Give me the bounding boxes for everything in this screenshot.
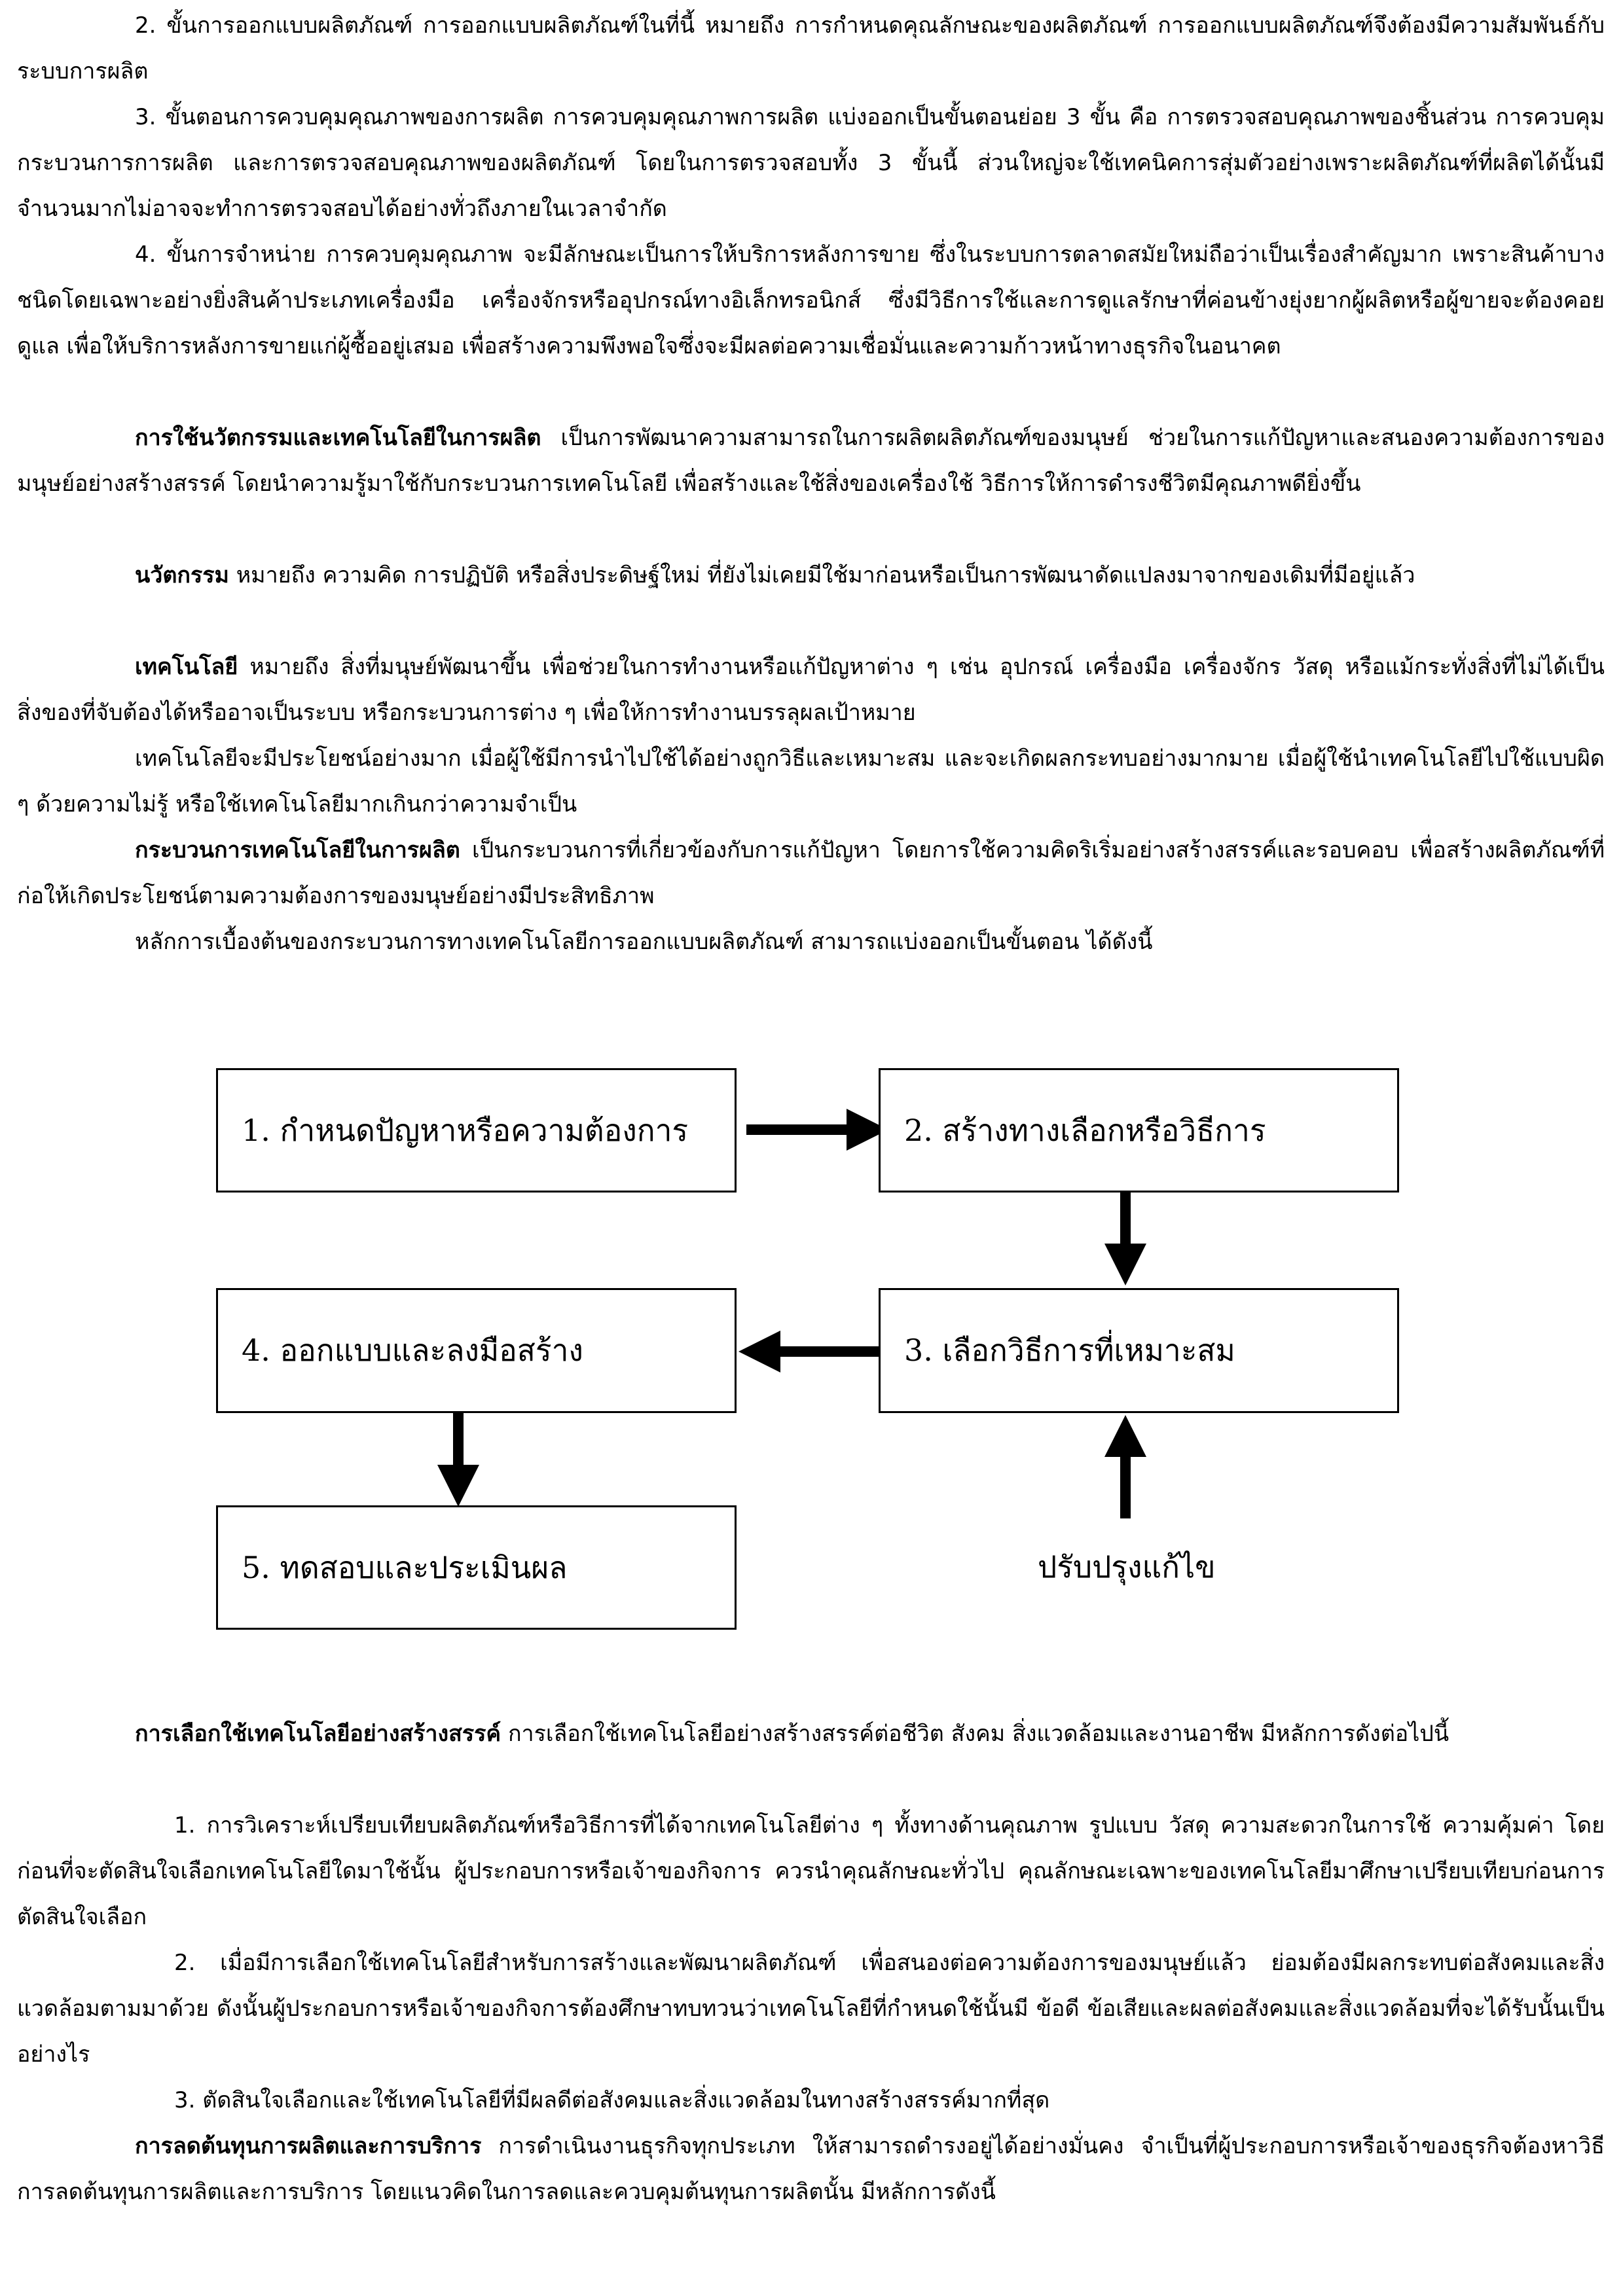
paragraph-text: 2. ขั้นการออกแบบผลิตภัณฑ์ การออกแบบผลิตภัณฑ์ในที่นี้ หมายถึง การกำหนดคุณลักษณะของผลิตภัณฑ์ การออกแบบผลิตภัณฑ์จึงต้องมีความสัมพันธ์กับระบบการผลิต — [17, 12, 1605, 84]
paragraph-selection-item-1 — [17, 1803, 1605, 1940]
step-2-label: 2. สร้างทางเลือกหรือวิธีการ — [904, 1112, 1266, 1148]
paragraph-cost-reduction — [17, 2123, 1605, 2215]
paragraph-selection-item-2 — [17, 1940, 1605, 2077]
step-2-box — [879, 1068, 1399, 1193]
step-3-label: 3. เลือกวิธีการที่เหมาะสม — [904, 1333, 1235, 1368]
term-heading: การลดต้นทุนการผลิตและการบริการ — [135, 2133, 482, 2159]
term-heading: การเลือกใช้เทคโนโลยีอย่างสร้างสรรค์ — [135, 1721, 501, 1747]
paragraph-selection-item-3 — [17, 2077, 1605, 2123]
paragraph-text: เป็นการพัฒนาความสามารถในการผลิตผลิตภัณฑ์ของมนุษย์ ช่วยในการแก้ปัญหาและสนองความต้องการของมนุษย์อย่างสร้างสรรค์ โดยนำความรู้มาใช้กับกระบวนการเทคโนโลยี เพื่อสร้างและใช้สิ่งของเครื่องใช้ วิธีการให้การดำรงชีวิตมีคุณภาพดียิ่งขึ้น — [17, 425, 1605, 497]
step-1-box — [216, 1068, 737, 1193]
paragraph-text: หมายถึง ความคิด การปฏิบัติ หรือสิ่งประดิษฐ์ใหม่ ที่ยังไม่เคยมีใช้มาก่อนหรือเป็นการพัฒนาดัดแปลงมาจากของเดิมที่มีอยู่แล้ว — [228, 562, 1415, 588]
paragraph-product-design — [17, 3, 1605, 94]
paragraph-technology-process — [17, 827, 1605, 919]
step-3-box — [879, 1288, 1399, 1413]
step-5-label: 5. ทดสอบและประเมินผล — [242, 1549, 568, 1585]
step-1-label: 1. กำหนดปัญหาหรือความต้องการ — [242, 1112, 689, 1148]
paragraph-text: เป็นกระบวนการที่เกี่ยวข้องกับการแก้ปัญหา โดยการใช้ความคิดริเริ่มอย่างสร้างสรรค์และรอบคอบ เพื่อสร้างผลิตภัณฑ์ที่ก่อให้เกิดประโยชน์ตามความต้องการของมนุษย์อย่างมีประสิทธิภาพ — [17, 837, 1605, 909]
paragraph-text: 3. ตัดสินใจเลือกและใช้เทคโนโลยีที่มีผลดีต่อสังคมและสิ่งแวดล้อมในทางสร้างสรรค์มากที่สุด — [174, 2087, 1050, 2113]
feedback-label: ปรับปรุงแก้ไข — [1038, 1549, 1216, 1585]
paragraph-innovation-technology — [17, 415, 1605, 507]
paragraph-text: การเลือกใช้เทคโนโลยีอย่างสร้างสรรค์ต่อชีวิต สังคม สิ่งแวดล้อมและงานอาชีพ มีหลักการดังต่อไปนี้ — [501, 1721, 1450, 1747]
term-heading: นวัตกรรม — [135, 562, 229, 588]
paragraph-text: การดำเนินงานธุรกิจทุกประเภท ให้สามารถดำรงอยู่ได้อย่างมั่นคง จำเป็นที่ผู้ประกอบการหรือเจ้าของธุรกิจต้องหาวิธีการลดต้นทุนการผลิตและการบริการ โดยแนวคิดในการลดและควบคุมต้นทุนการผลิตนั้น มีหลักการดังนี้ — [17, 2133, 1605, 2205]
term-heading: เทคโนโลยี — [135, 654, 238, 680]
step-4-label: 4. ออกแบบและลงมือสร้าง — [242, 1333, 583, 1368]
paragraph-text: หมายถึง สิ่งที่มนุษย์พัฒนาขึ้น เพื่อช่วยในการทำงานหรือแก้ปัญหาต่าง ๆ เช่น อุปกรณ์ เครื่องมือ เครื่องจักร วัสดุ หรือแม้กระทั่งสิ่งที่ไม่ได้เป็นสิ่งของที่จับต้องได้หรืออาจเป็นระบบ หรือกระบวนการต่าง ๆ เพื่อให้การทำงานบรรลุผลเป้าหมาย — [17, 654, 1605, 726]
paragraph-creative-selection — [17, 1711, 1605, 1757]
paragraph-quality-control — [17, 94, 1605, 232]
term-heading: การใช้นวัตกรรมและเทคโนโลยีในการผลิต — [135, 425, 541, 451]
paragraph-text: 4. ขั้นการจำหน่าย การควบคุมคุณภาพ จะมีลักษณะเป็นการให้บริการหลังการขาย ซึ่งในระบบการตลาดสมัยใหม่ถือว่าเป็นเรื่องสำคัญมาก เพราะสินค้าบางชนิดโดยเฉพาะอย่างยิ่งสินค้าประเภทเครื่องมือ เครื่องจักรหรืออุปกรณ์ทางอิเล็กทรอนิกส์ ซึ่งมีวิธีการใช้และการดูแลรักษาที่ค่อนข้างยุ่งยากผู้ผลิตหรือผู้ขายจะต้องคอยดูแล เพื่อให้บริการหลังการขายแก่ผู้ซื้ออยู่เสมอ เพื่อสร้างความพึงพอใจซึ่งจะมีผลต่อความเชื่อมั่นและความก้าวหน้าทางธุรกิจในอนาคต — [17, 242, 1605, 359]
step-5-box — [216, 1505, 737, 1630]
step-4-box — [216, 1288, 737, 1413]
paragraph-technology-definition — [17, 644, 1605, 736]
paragraph-text: หลักการเบื้องต้นของกระบวนการทางเทคโนโลยีการออกแบบผลิตภัณฑ์ สามารถแบ่งออกเป็นขั้นตอน ได้ดังนี้ — [135, 929, 1153, 955]
paragraph-diagram-intro — [17, 919, 1605, 965]
paragraph-distribution — [17, 232, 1605, 369]
paragraph-text: 1. การวิเคราะห์เปรียบเทียบผลิตภัณฑ์หรือวิธีการที่ได้จากเทคโนโลยีต่าง ๆ ทั้งทางด้านคุณภาพ รูปแบบ วัสดุ ความสะดวกในการใช้ ความคุ้มค่า โดยก่อนที่จะตัดสินใจเลือกเทคโนโลยีใดมาใช้นั้น ผู้ประกอบการหรือเจ้าของกิจการ ควรนำคุณลักษณะทั่วไป คุณลักษณะเฉพาะของเทคโนโลยีมาศึกษาเปรียบเทียบก่อนการตัดสินใจเลือก — [17, 1812, 1605, 1930]
paragraph-text: 2. เมื่อมีการเลือกใช้เทคโนโลยีสำหรับการสร้างและพัฒนาผลิตภัณฑ์ เพื่อสนองต่อความต้องการของมนุษย์แล้ว ย่อมต้องมีผลกระทบต่อสังคมและสิ่งแวดล้อมตามมาด้วย ดังนั้นผู้ประกอบการหรือเจ้าของกิจการต้องศึกษาทบทวนว่าเทคโนโลยีที่กำหนดใช้นั้นมี ข้อดี ข้อเสียและผลต่อสังคมและสิ่งแวดล้อมที่จะได้รับนั้นเป็นอย่างไร — [17, 1950, 1605, 2068]
paragraph-innovation-definition — [17, 552, 1605, 598]
paragraph-technology-benefit — [17, 736, 1605, 827]
term-heading: กระบวนการเทคโนโลยีในการผลิต — [135, 837, 460, 863]
paragraph-text: เทคโนโลยีจะมีประโยชน์อย่างมาก เมื่อผู้ใช้มีการนำไปใช้ได้อย่างถูกวิธีและเหมาะสม และจะเกิดผลกระทบอย่างมากมาย เมื่อผู้ใช้นำเทคโนโลยีไปใช้แบบผิด ๆ ด้วยความไม่รู้ หรือใช้เทคโนโลยีมากเกินกว่าความจำเป็น — [17, 745, 1605, 817]
paragraph-text: 3. ขั้นตอนการควบคุมคุณภาพของการผลิต การควบคุมคุณภาพการผลิต แบ่งออกเป็นขั้นตอนย่อย 3 ขั้น คือ การตรวจสอบคุณภาพของชิ้นส่วน การควบคุมกระบวนการการผลิต และการตรวจสอบคุณภาพของผลิตภัณฑ์ โดยในการตรวจสอบทั้ง 3 ขั้นนี้ ส่วนใหญ่จะใช้เทคนิคการสุ่มตัวอย่างเพราะผลิตภัณฑ์ที่ผลิตได้นั้นมีจำนวนมากไม่อาจจะทำการตรวจสอบได้อย่างทั่วถึงภายในเวลาจำกัด — [17, 104, 1605, 222]
